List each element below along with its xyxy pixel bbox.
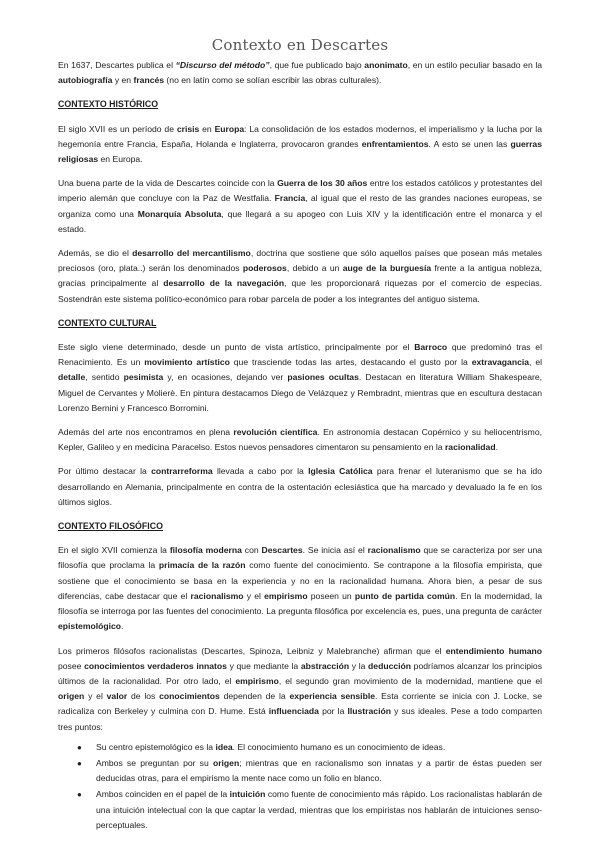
bullet-icon: ● (77, 742, 82, 752)
list-item-text (96, 758, 542, 783)
text-run: , en un estilo peculiar basado en la (407, 60, 543, 70)
section-heading: CONTEXTO FILOSÓFICO (58, 521, 163, 532)
list-item (77, 756, 543, 786)
bold-text: crisis (176, 123, 200, 134)
bold-text: Barroco (414, 342, 448, 353)
text-run: En el siglo XVII comienza la (58, 545, 170, 556)
text-run: El siglo XVII es un período de (58, 123, 177, 134)
bold-text: revolución científica (233, 427, 318, 438)
text-run: y, en ocasiones, dejando ver (163, 372, 288, 383)
text-run: Además del arte nos encontramos en plena (58, 427, 234, 438)
section-historico (58, 97, 542, 306)
bold-text: contrarreforma (151, 466, 213, 477)
list-item (77, 740, 542, 755)
paragraph (58, 122, 542, 168)
bold-text: experiencia sensible (289, 691, 375, 702)
text-run: . A esto se unen las (428, 138, 511, 149)
text-run: . (121, 621, 124, 632)
bold-text: desarrollo del mercantilismo (132, 248, 251, 259)
text-run: y el (243, 590, 265, 601)
text-run: y en (112, 75, 134, 86)
text-run: , el (529, 357, 543, 368)
text-run: Su centro epistemológico es la (96, 741, 216, 752)
bold-text: anonimato (364, 60, 408, 70)
paragraph (58, 464, 542, 510)
text-run: . Se inicia así el (302, 545, 368, 556)
text-run: , doctrina que sostiene que sólo aquellos países que posean más metales preciosos (oro, plata..) serán los denominados (58, 248, 542, 274)
bold-text: guerras religiosas (58, 138, 542, 165)
text-run: en (199, 123, 215, 134)
bold-text: idea (215, 741, 233, 752)
section-cultural (58, 316, 542, 510)
text-run: que predominó tras el Renacimiento. Es un (58, 342, 542, 368)
text-run: por la (318, 706, 348, 717)
bold-text: Iglesia Católica (308, 466, 373, 477)
bold-text: conocimientos (159, 691, 220, 702)
text-run: que se caracteriza por ser una filosofía que proclama la (58, 545, 543, 571)
text-run: de los (127, 691, 160, 702)
bold-text: punto de partida común (354, 590, 456, 601)
document-title: Contexto en Descartes (211, 36, 389, 54)
text-run: y la (349, 660, 369, 671)
section-heading: CONTEXTO CULTURAL (58, 317, 157, 328)
bold-text (176, 60, 270, 70)
text-run: Este siglo viene determinado, desde un punto de vista artístico, principalmente por el (58, 342, 415, 353)
bold-text: racionalidad (444, 442, 496, 453)
bold-text: desarrollo de la navegación (163, 278, 285, 289)
bullet-list (58, 740, 542, 833)
bold-text: detalle (58, 372, 86, 383)
intro-paragraph (58, 58, 542, 88)
text-run: , que fue publicado bajo (269, 60, 365, 70)
bold-text: Descartes (261, 545, 303, 556)
emphasis-text: “Discurso del método” (175, 60, 270, 70)
bold-text: epistemológico (58, 621, 122, 632)
text-run: . Esta corriente se inicia con J. Locke, se radicaliza con Berkeley y culmina con D. Hume. Está (58, 691, 543, 717)
text-run: Ambos coinciden en el papel de la (96, 789, 230, 800)
text-run: , al igual que el resto de las grandes naciones europeas, se organiza como una (58, 193, 543, 219)
text-run: en Europa. (98, 154, 143, 165)
bold-text: influenciada (268, 706, 319, 717)
text-run: que trasciende todas las artes, destacando el gusto por la (229, 357, 472, 368)
section-heading: CONTEXTO HISTÓRICO (58, 99, 159, 110)
bold-text: Francia (274, 193, 306, 204)
text-run: con (241, 545, 262, 556)
bold-text: francés (133, 75, 165, 86)
text-run: y sus ideales. Pese a todo comparten tres puntos: (58, 706, 542, 732)
bold-text: enfrentamientos (361, 138, 429, 149)
paragraph (58, 425, 542, 455)
bold-text: deducción (368, 660, 412, 671)
text-run: . El conocimiento humano es un conocimiento de ideas. (232, 741, 446, 752)
text-run: (no en latín como se solían escribir las obras culturales). (164, 75, 382, 86)
bold-text: filosofía moderna (169, 545, 242, 556)
bold-text: autobiografía (58, 75, 113, 86)
list-item-text (96, 742, 445, 752)
paragraph (58, 246, 542, 307)
text-run: Los primeros filósofos racionalistas (Descartes, Spinoza, Leibniz y Malebranche) afirman que el (58, 645, 446, 656)
text-run: frente a la antigua nobleza, gracias principalmente al (58, 263, 542, 289)
text-run: posee (58, 660, 85, 671)
bold-text: movimiento artístico (144, 357, 230, 368)
bold-text: Guerra de los 30 años (277, 178, 368, 189)
text-run: como fuente de conocimiento más rápido. Los racionalistas hablarán de una intuición intelectual con la que captar la verdad, mientras que los empiristas nos hablarán de intuiciones senso-perceptuales. (96, 789, 542, 830)
text-run: como fuente del conocimiento. Se contrapone a la filosofía empirista, que sostiene que el conocimiento se basa en la experiencia y no en la racionalidad humana. Ahora bien, a pesar de sus diferencias, cabe destacar que el (58, 560, 542, 601)
bold-text: poderosos (242, 263, 287, 274)
bold-text: Ilustración (347, 706, 391, 717)
bold-text: empirismo (264, 590, 308, 601)
text-run: Por último destacar la (58, 466, 152, 477)
text-run: . En la modernidad, la filosofía se interroga por las fuentes del conocimiento. La pregunta filosófica por excelencia es, pues, una pregunta de carácter (58, 590, 542, 617)
bold-text: pasiones ocultas (287, 372, 359, 383)
paragraph (58, 340, 542, 416)
text-run: , el segundo gran movimiento de la modernidad, mantiene que el (278, 675, 543, 686)
bold-text: auge de la burguesía (342, 263, 432, 274)
text-run: para frenar el luteranismo que se ha ido desarrollando en Alemania, principalmente en contra de la ostentación eclesiástica que ha marcado y devaluado la fe en los últimos siglos. (58, 466, 542, 507)
text-run: poseen un (307, 590, 355, 601)
bold-text: Monarquía Absoluta (137, 208, 222, 219)
bold-text: intuición (229, 789, 266, 800)
bold-text: extravagancia (471, 357, 530, 368)
paragraph (58, 644, 542, 735)
bold-text: abstracción (300, 660, 350, 671)
text-run: . En astronomía destacan Copérnico y su heliocentrismo, Kepler, Galileo y en medicina Paracelso. Estos nuevos pensadores cimentaron su pensamiento en la (58, 427, 542, 453)
text-run: , sentido (85, 372, 124, 383)
text-run: dependen de la (219, 691, 290, 702)
text-run: Una buena parte de la vida de Descartes coincide con la (58, 178, 278, 189)
text-run: , debido a un (286, 263, 343, 274)
bold-text: racionalismo (190, 590, 244, 601)
text-run: , que les proporcionará riquezas por el comercio de especias. Sostendrán este sistema político-económico para robar parcela de poder a los integrantes del antiguo sistema. (58, 278, 542, 304)
text-run: llevada a cabo por la (212, 466, 309, 477)
paragraph (58, 176, 542, 237)
text-run: Además, se dio el (58, 248, 133, 259)
text-run: . (495, 442, 498, 453)
list-item-text (96, 789, 542, 829)
bold-text: Europa (214, 123, 245, 134)
bold-text: conocimientos verdaderos innatos (84, 660, 227, 671)
bold-text: entendimiento humano (445, 645, 543, 656)
bold-text: origen (212, 757, 240, 768)
bold-text: empirismo (235, 675, 279, 686)
bullet-icon: ● (77, 790, 82, 800)
text-run: En 1637, Descartes publica el (58, 60, 176, 70)
text-run: podríamos alcanzar los principios últimos de la racionalidad. Por otro lado, el (58, 660, 543, 686)
section-filosofico (58, 519, 542, 833)
paragraph (58, 543, 542, 634)
text-run: y el (84, 691, 107, 702)
text-run: : La consolidación de los estados modernos, el imperialismo y la lucha por la hegemonía entre Francia, España, Holanda e Inglaterra, provocaron grandes (58, 123, 543, 149)
bold-text: racionalismo (367, 545, 421, 556)
bold-text: pesimista (123, 372, 164, 383)
bold-text: primacía de la razón (158, 560, 246, 571)
text-run: entre los estados católicos y protestantes del imperio alemán que concluye con la Paz de Westfalia. (58, 178, 542, 204)
bold-text: origen (58, 691, 85, 702)
text-run: ; mientras que en racionalismo son innatas y a partir de éstas pueden ser deducidas otras, para el empirismo la mente nace como un folio en blanco. (96, 757, 543, 784)
text-run: y que mediante la (226, 660, 301, 671)
text-run: Ambos se preguntan por su (96, 757, 213, 768)
text-run: . Destacan en literatura William Shakespeare, Miguel de Cervantes y Molierè. En pintura destacamos Diego de Velázquez y Rembradnt, mientras que en escultura destacan Lorenzo Bernini y Francesco Borromini. (58, 372, 543, 413)
list-item (77, 787, 542, 833)
text-run: , que llegará a su apogeo con Luis XIV y la identificación entre el monarca y el estado. (58, 208, 542, 234)
bold-text: valor (106, 691, 128, 702)
bullet-icon: ● (77, 758, 82, 768)
